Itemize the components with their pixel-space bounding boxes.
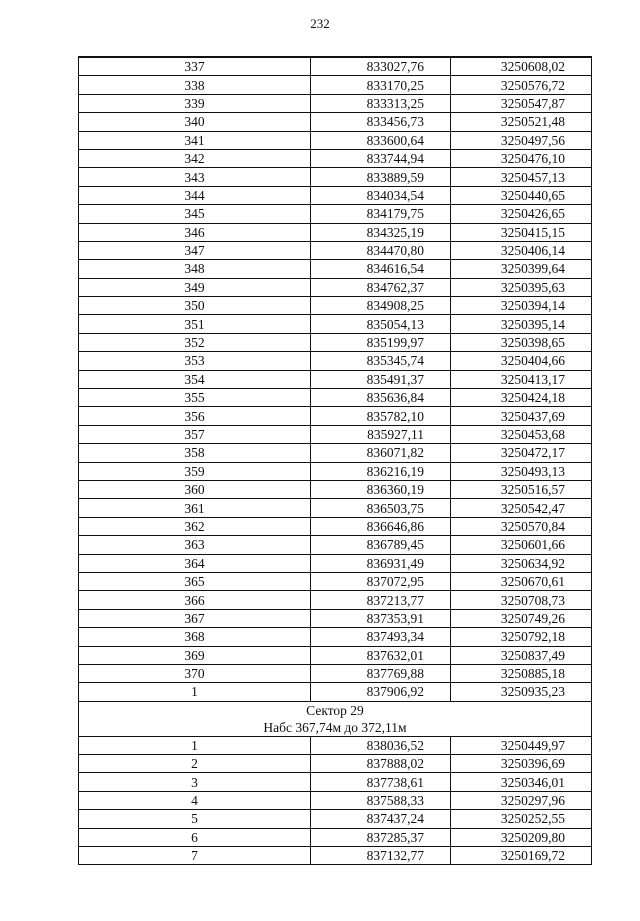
point-number-cell: 7: [79, 847, 311, 865]
table-row: [79, 791, 592, 809]
point-number-cell: 363: [79, 536, 311, 554]
table-row: [79, 297, 592, 315]
point-number-cell: 356: [79, 407, 311, 425]
x-coordinate-cell: 833744,94: [311, 149, 451, 167]
y-coordinate-cell: 3250395,63: [451, 278, 592, 296]
x-coordinate-cell: 835782,10: [311, 407, 451, 425]
point-number-cell: 341: [79, 131, 311, 149]
table-row: [79, 149, 592, 167]
table-row: [79, 517, 592, 535]
coordinates-rows-after: [79, 736, 592, 865]
point-number-cell: 349: [79, 278, 311, 296]
point-number-cell: 1: [79, 683, 311, 701]
section-header-row: [79, 701, 592, 736]
x-coordinate-cell: 834762,37: [311, 278, 451, 296]
table-row: [79, 755, 592, 773]
x-coordinate-cell: 836931,49: [311, 554, 451, 572]
section-header-cell: [79, 701, 592, 736]
y-coordinate-cell: 3250885,18: [451, 664, 592, 682]
section-header: [79, 701, 592, 736]
table-row: [79, 57, 592, 76]
x-coordinate-cell: 835199,97: [311, 333, 451, 351]
point-number-cell: 368: [79, 628, 311, 646]
table-row: [79, 131, 592, 149]
y-coordinate-cell: 3250424,18: [451, 389, 592, 407]
table-row: [79, 591, 592, 609]
point-number-cell: 3: [79, 773, 311, 791]
page-number: 232: [310, 16, 330, 31]
x-coordinate-cell: 835345,74: [311, 352, 451, 370]
table-row: [79, 333, 592, 351]
point-number-cell: 338: [79, 76, 311, 94]
table-row: [79, 76, 592, 94]
y-coordinate-cell: 3250476,10: [451, 149, 592, 167]
point-number-cell: 352: [79, 333, 311, 351]
point-number-cell: 359: [79, 462, 311, 480]
y-coordinate-cell: 3250570,84: [451, 517, 592, 535]
y-coordinate-cell: 3250516,57: [451, 480, 592, 498]
point-number-cell: 339: [79, 94, 311, 112]
point-number-cell: 367: [79, 609, 311, 627]
x-coordinate-cell: 837738,61: [311, 773, 451, 791]
table-row: [79, 773, 592, 791]
x-coordinate-cell: 834616,54: [311, 260, 451, 278]
table-row: [79, 554, 592, 572]
x-coordinate-cell: 834034,54: [311, 186, 451, 204]
y-coordinate-cell: 3250297,96: [451, 791, 592, 809]
x-coordinate-cell: 837285,37: [311, 828, 451, 846]
y-coordinate-cell: 3250472,17: [451, 444, 592, 462]
table-row: [79, 828, 592, 846]
x-coordinate-cell: 835491,37: [311, 370, 451, 388]
coordinates-rows-before: [79, 57, 592, 701]
x-coordinate-cell: 837072,95: [311, 572, 451, 590]
table-row: [79, 810, 592, 828]
point-number-cell: 344: [79, 186, 311, 204]
table-row: [79, 609, 592, 627]
point-number-cell: 343: [79, 168, 311, 186]
point-number-cell: 4: [79, 791, 311, 809]
x-coordinate-cell: 834470,80: [311, 241, 451, 259]
table-row: [79, 94, 592, 112]
y-coordinate-cell: 3250493,13: [451, 462, 592, 480]
point-number-cell: 2: [79, 755, 311, 773]
point-number-cell: 361: [79, 499, 311, 517]
x-coordinate-cell: 836503,75: [311, 499, 451, 517]
x-coordinate-cell: 836360,19: [311, 480, 451, 498]
y-coordinate-cell: 3250935,23: [451, 683, 592, 701]
y-coordinate-cell: 3250608,02: [451, 57, 592, 76]
x-coordinate-cell: 837769,88: [311, 664, 451, 682]
table-row: [79, 425, 592, 443]
table-row: [79, 278, 592, 296]
table-row: [79, 315, 592, 333]
y-coordinate-cell: 3250749,26: [451, 609, 592, 627]
x-coordinate-cell: 836646,86: [311, 517, 451, 535]
point-number-cell: 347: [79, 241, 311, 259]
y-coordinate-cell: 3250396,69: [451, 755, 592, 773]
table-row: [79, 407, 592, 425]
table-row: [79, 646, 592, 664]
y-coordinate-cell: 3250792,18: [451, 628, 592, 646]
table-row: [79, 260, 592, 278]
table-row: [79, 572, 592, 590]
x-coordinate-cell: 834908,25: [311, 297, 451, 315]
y-coordinate-cell: 3250404,66: [451, 352, 592, 370]
x-coordinate-cell: 837588,33: [311, 791, 451, 809]
y-coordinate-cell: 3250708,73: [451, 591, 592, 609]
x-coordinate-cell: 837437,24: [311, 810, 451, 828]
point-number-cell: 342: [79, 149, 311, 167]
y-coordinate-cell: 3250406,14: [451, 241, 592, 259]
table-row: [79, 683, 592, 701]
x-coordinate-cell: 836216,19: [311, 462, 451, 480]
y-coordinate-cell: 3250837,49: [451, 646, 592, 664]
table-row: [79, 186, 592, 204]
y-coordinate-cell: 3250670,61: [451, 572, 592, 590]
point-number-cell: 340: [79, 113, 311, 131]
table-row: [79, 480, 592, 498]
point-number-cell: 369: [79, 646, 311, 664]
y-coordinate-cell: 3250426,65: [451, 205, 592, 223]
y-coordinate-cell: 3250395,14: [451, 315, 592, 333]
y-coordinate-cell: 3250634,92: [451, 554, 592, 572]
table-row: [79, 664, 592, 682]
table-row: [79, 628, 592, 646]
table-row: [79, 352, 592, 370]
y-coordinate-cell: 3250542,47: [451, 499, 592, 517]
table-row: [79, 444, 592, 462]
y-coordinate-cell: 3250576,72: [451, 76, 592, 94]
table-row: [79, 168, 592, 186]
y-coordinate-cell: 3250497,56: [451, 131, 592, 149]
point-number-cell: 351: [79, 315, 311, 333]
x-coordinate-cell: 834325,19: [311, 223, 451, 241]
x-coordinate-cell: 837906,92: [311, 683, 451, 701]
point-number-cell: 350: [79, 297, 311, 315]
table-row: [79, 370, 592, 388]
y-coordinate-cell: 3250453,68: [451, 425, 592, 443]
x-coordinate-cell: 835927,11: [311, 425, 451, 443]
x-coordinate-cell: 833027,76: [311, 57, 451, 76]
point-number-cell: 353: [79, 352, 311, 370]
x-coordinate-cell: 836789,45: [311, 536, 451, 554]
point-number-cell: 362: [79, 517, 311, 535]
point-number-cell: 348: [79, 260, 311, 278]
table-row: [79, 536, 592, 554]
x-coordinate-cell: 833600,64: [311, 131, 451, 149]
point-number-cell: 345: [79, 205, 311, 223]
table-row: [79, 462, 592, 480]
point-number-cell: 358: [79, 444, 311, 462]
y-coordinate-cell: 3250521,48: [451, 113, 592, 131]
y-coordinate-cell: 3250399,64: [451, 260, 592, 278]
table-row: [79, 241, 592, 259]
x-coordinate-cell: 835054,13: [311, 315, 451, 333]
point-number-cell: 365: [79, 572, 311, 590]
table-row: [79, 223, 592, 241]
y-coordinate-cell: 3250394,14: [451, 297, 592, 315]
y-coordinate-cell: 3250457,13: [451, 168, 592, 186]
x-coordinate-cell: 837213,77: [311, 591, 451, 609]
y-coordinate-cell: 3250437,69: [451, 407, 592, 425]
table-row: [79, 113, 592, 131]
point-number-cell: 366: [79, 591, 311, 609]
y-coordinate-cell: 3250169,72: [451, 847, 592, 865]
point-number-cell: 6: [79, 828, 311, 846]
section-title: Сектор 29: [306, 702, 364, 718]
x-coordinate-cell: 837888,02: [311, 755, 451, 773]
y-coordinate-cell: 3250209,80: [451, 828, 592, 846]
point-number-cell: 360: [79, 480, 311, 498]
y-coordinate-cell: 3250547,87: [451, 94, 592, 112]
point-number-cell: 355: [79, 389, 311, 407]
table-row: [79, 499, 592, 517]
y-coordinate-cell: 3250398,65: [451, 333, 592, 351]
x-coordinate-cell: 833170,25: [311, 76, 451, 94]
point-number-cell: 1: [79, 736, 311, 754]
point-number-cell: 346: [79, 223, 311, 241]
y-coordinate-cell: 3250440,65: [451, 186, 592, 204]
x-coordinate-cell: 836071,82: [311, 444, 451, 462]
y-coordinate-cell: 3250415,15: [451, 223, 592, 241]
x-coordinate-cell: 833313,25: [311, 94, 451, 112]
table-row: [79, 205, 592, 223]
y-coordinate-cell: 3250346,01: [451, 773, 592, 791]
point-number-cell: 337: [79, 57, 311, 76]
x-coordinate-cell: 837632,01: [311, 646, 451, 664]
y-coordinate-cell: 3250601,66: [451, 536, 592, 554]
section-subtitle: Набс 367,74м до 372,11м: [263, 719, 407, 735]
x-coordinate-cell: 833456,73: [311, 113, 451, 131]
table-row: [79, 736, 592, 754]
x-coordinate-cell: 837353,91: [311, 609, 451, 627]
y-coordinate-cell: 3250252,55: [451, 810, 592, 828]
x-coordinate-cell: 837132,77: [311, 847, 451, 865]
coordinates-table: [78, 56, 592, 865]
x-coordinate-cell: 838036,52: [311, 736, 451, 754]
x-coordinate-cell: 837493,34: [311, 628, 451, 646]
x-coordinate-cell: 835636,84: [311, 389, 451, 407]
y-coordinate-cell: 3250413,17: [451, 370, 592, 388]
point-number-cell: 357: [79, 425, 311, 443]
point-number-cell: 354: [79, 370, 311, 388]
point-number-cell: 5: [79, 810, 311, 828]
x-coordinate-cell: 833889,59: [311, 168, 451, 186]
table-row: [79, 389, 592, 407]
point-number-cell: 364: [79, 554, 311, 572]
x-coordinate-cell: 834179,75: [311, 205, 451, 223]
table-row: [79, 847, 592, 865]
y-coordinate-cell: 3250449,97: [451, 736, 592, 754]
point-number-cell: 370: [79, 664, 311, 682]
